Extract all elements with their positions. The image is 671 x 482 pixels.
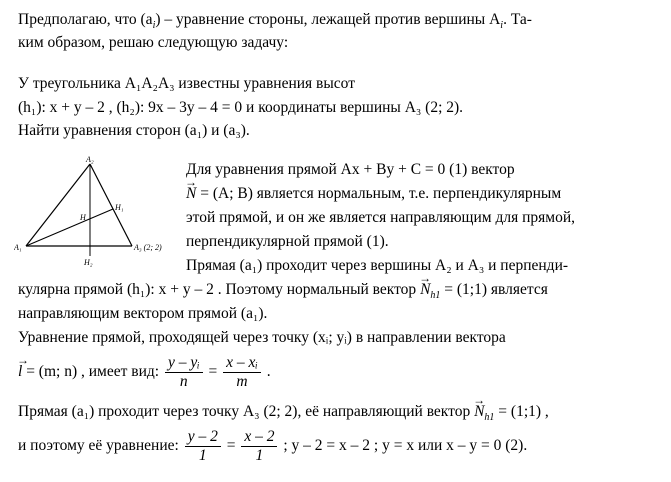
vector-nh1-2: → N [474, 402, 484, 422]
fraction-x2 [241, 428, 277, 465]
vector-nh1-2-sub: h1 [484, 412, 495, 424]
para2-line-2 [18, 280, 548, 306]
para1-line-2-text: = (A; B) является нормальным, т.е. перпендикулярным [196, 185, 562, 202]
label-a2: A₂ [86, 155, 94, 164]
para2-line-2-text-a: кулярна прямой (h₁): x + y – 2 . Поэтому нормальный вектор [18, 281, 421, 298]
para4-line-2-text-b: ; y – 2 = x – 2 ; y = x или x – y = 0 (2). [283, 437, 528, 454]
para1-line-4: перпендикулярной прямой (1). [186, 233, 389, 250]
para3-end: . [266, 363, 271, 380]
side-a2a3 [90, 164, 132, 246]
para1-line-1: Для уравнения прямой Ax + By + C = 0 (1) вектор [186, 161, 515, 178]
label-a1: A₁ [14, 243, 22, 252]
problem-line-1: У треугольника A₁A₂A₃ известны уравнения высот [18, 75, 355, 92]
para3-line-2 [18, 352, 271, 394]
triangle-figure [14, 152, 184, 267]
para4-line-1-text-a: Прямая (a₁) проходит через точку A₃ (2; 2), её направляющий вектор [18, 403, 475, 420]
altitude-h1 [26, 209, 113, 246]
intro-sub-a: i [152, 20, 156, 32]
label-h: H [80, 213, 86, 222]
para2-line-3: направляющим вектором прямой (a₁). [18, 305, 268, 322]
para1-line-2 [186, 184, 561, 204]
label-a3: A₃ (2; 2) [134, 243, 162, 252]
para1-line-3: этой прямой, и он же является направляющим для прямой, [186, 209, 575, 226]
fraction-x-num: x – xᵢ [223, 354, 261, 373]
label-h2: H₂ [84, 258, 93, 267]
fraction-y [165, 354, 203, 391]
intro-line-2: ким образом, решаю следующую задачу: [18, 34, 289, 51]
problem-line-3: Найти уравнения сторон (a₁) и (a₃). [18, 122, 250, 139]
para2-line-2-text-b: = (1;1) является [440, 281, 548, 298]
para4-line-1 [18, 402, 549, 428]
fraction-x-den: m [236, 372, 248, 390]
fraction-y-num: y – yᵢ [165, 354, 203, 373]
fraction-x [223, 354, 261, 391]
fraction-x2-den: 1 [255, 446, 264, 464]
equals-sign: = [208, 363, 218, 380]
vector-l: → l [18, 352, 22, 392]
para4-line-2 [18, 426, 527, 470]
vector-n: → N [186, 184, 196, 204]
fraction-y2-num: y – 2 [185, 428, 221, 447]
problem-line-2: (h₁): x + y – 2 , (h₂): 9x – 3y – 4 = 0 и координаты вершины A₃ (2; 2). [18, 99, 464, 116]
intro-text-a: Предполагаю, что (a [18, 11, 153, 28]
para4-line-2-text-a: и поэтому её уравнение: [18, 437, 179, 454]
fraction-y2 [185, 428, 221, 465]
label-h1: H₁ [115, 203, 124, 212]
intro-text-c: . Та- [503, 11, 532, 28]
fraction-y2-den: 1 [198, 446, 207, 464]
para3-line-2-text: = (m; n) , имеет вид: [22, 363, 160, 380]
fraction-y-den: n [179, 372, 188, 390]
fraction-x2-num: x – 2 [241, 428, 277, 447]
intro-text-b: ) – уравнение стороны, лежащей против вершины A [155, 11, 501, 28]
equals-sign-2: = [226, 437, 236, 454]
intro-sub-b: i [500, 20, 504, 32]
para3-line-1: Уравнение прямой, проходящей через точку (xᵢ; yᵢ) в направлении вектора [18, 329, 506, 346]
vector-nh1-sub: h1 [430, 290, 441, 302]
vector-nh1: → N [420, 280, 430, 300]
para2-line-1: Прямая (a₁) проходит через вершины A₂ и A₃ и перпенди- [186, 257, 569, 274]
side-a1a2 [26, 164, 90, 246]
para4-line-1-text-b: = (1;1) , [494, 403, 549, 420]
